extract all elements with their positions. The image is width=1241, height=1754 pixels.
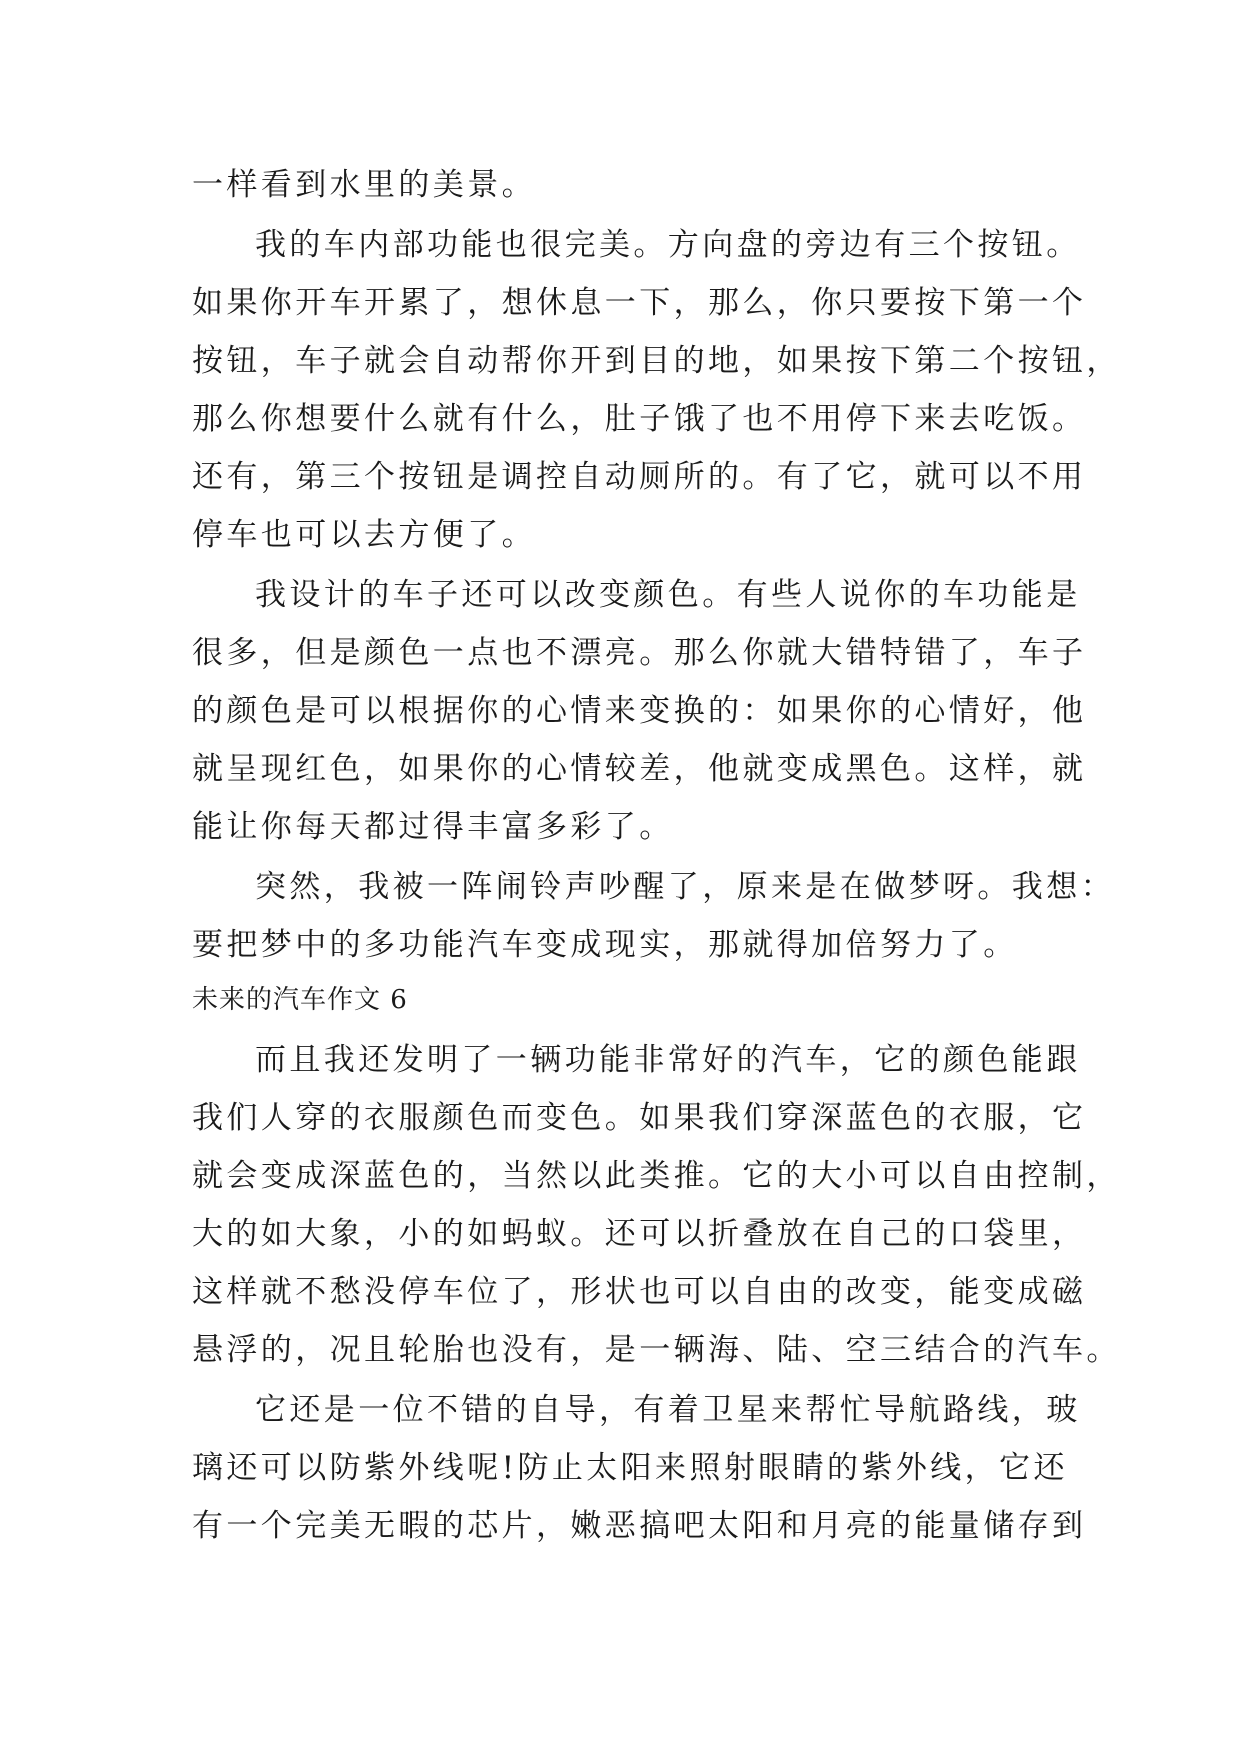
paragraph-first-line: 我设计的车子还可以改变颜色。有些人说你的车功能是: [255, 577, 1081, 613]
text-line: 停车也可以去方便了。: [192, 517, 536, 553]
text-line: 有一个完美无暇的芯片，嫩恶搞吧太阳和月亮的能量储存到: [192, 1508, 1087, 1544]
text-line: 要把梦中的多功能汽车变成现实，那就得加倍努力了。: [192, 927, 1018, 963]
text-line: 就会变成深蓝色的，当然以此类推。它的大小可以自由控制，: [192, 1158, 1121, 1194]
text-line: 那么你想要什么就有什么，肚子饿了也不用停下来去吃饭。: [192, 401, 1087, 437]
text-line: 我们人穿的衣服颜色而变色。如果我们穿深蓝色的衣服，它: [192, 1100, 1087, 1136]
section-heading: 未来的汽车作文 6: [192, 985, 408, 1015]
paragraph-first-line: 突然，我被一阵闹铃声吵醒了，原来是在做梦呀。我想：: [255, 869, 1115, 905]
text-line: 悬浮的，况且轮胎也没有，是一辆海、陆、空三结合的汽车。: [192, 1332, 1121, 1368]
text-line: 这样就不愁没停车位了，形状也可以自由的改变，能变成磁: [192, 1274, 1087, 1310]
text-line: 按钮，车子就会自动帮你开到目的地，如果按下第二个按钮，: [192, 343, 1121, 379]
text-line: 能让你每天都过得丰富多彩了。: [192, 809, 674, 845]
text-line: 璃还可以防紫外线呢!防止太阳来照射眼睛的紫外线，它还: [192, 1450, 1068, 1486]
text-line: 如果你开车开累了，想休息一下，那么，你只要按下第一个: [192, 285, 1087, 321]
paragraph-first-line: 而且我还发明了一辆功能非常好的汽车，它的颜色能跟: [255, 1042, 1081, 1078]
paragraph-first-line: 它还是一位不错的自导，有着卫星来帮忙导航路线，玻: [255, 1392, 1081, 1428]
text-line: 还有，第三个按钮是调控自动厕所的。有了它，就可以不用: [192, 459, 1087, 495]
text-line: 的颜色是可以根据你的心情来变换的：如果你的心情好，他: [192, 693, 1087, 729]
text-line: 就呈现红色，如果你的心情较差，他就变成黑色。这样，就: [192, 751, 1087, 787]
text-line: 大的如大象，小的如蚂蚁。还可以折叠放在自己的口袋里，: [192, 1216, 1087, 1252]
text-line: 一样看到水里的美景。: [192, 167, 536, 203]
text-line: 很多，但是颜色一点也不漂亮。那么你就大错特错了，车子: [192, 635, 1087, 671]
paragraph-first-line: 我的车内部功能也很完美。方向盘的旁边有三个按钮。: [255, 227, 1081, 263]
